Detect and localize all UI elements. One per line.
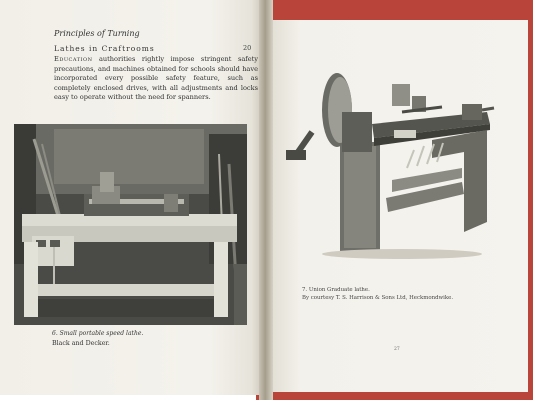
page-number-left: 20: [243, 44, 252, 52]
body-line-1: authorities rightly impose stringent safety precautions, and: [54, 55, 258, 73]
workbench-lathe-photo: [14, 124, 247, 325]
body-paragraph: [54, 55, 258, 103]
book-gutter: [259, 0, 273, 400]
figure-7-caption: 7. Union Graduate lathe.: [302, 287, 370, 293]
body-line-4: locks easy to operate without the need for spanners.: [54, 83, 258, 102]
graduate-lathe-photo: [282, 72, 497, 260]
body-line-2: machines obtained for schools should have incorporated every possible: [54, 64, 258, 83]
body-line-3: safety feature, such as completely enclosed drives, with all adjustments and: [54, 74, 258, 92]
page-number-right: 27: [394, 347, 400, 352]
graduate-lathe-illustration: [282, 72, 497, 260]
figure-7-credit: By courtesy T. S. Harrison & Sons Ltd, Heckmondwike.: [302, 295, 454, 301]
section-title: Lathes in Craftrooms: [54, 44, 155, 53]
figure-6-credit: Black and Decker.: [52, 340, 110, 347]
figure-6-caption: 6. Small portable speed lathe.: [52, 330, 144, 337]
body-lead-word: Education: [54, 55, 93, 63]
running-head: Principles of Turning: [54, 29, 140, 38]
workbench-lathe-illustration: [14, 124, 247, 325]
